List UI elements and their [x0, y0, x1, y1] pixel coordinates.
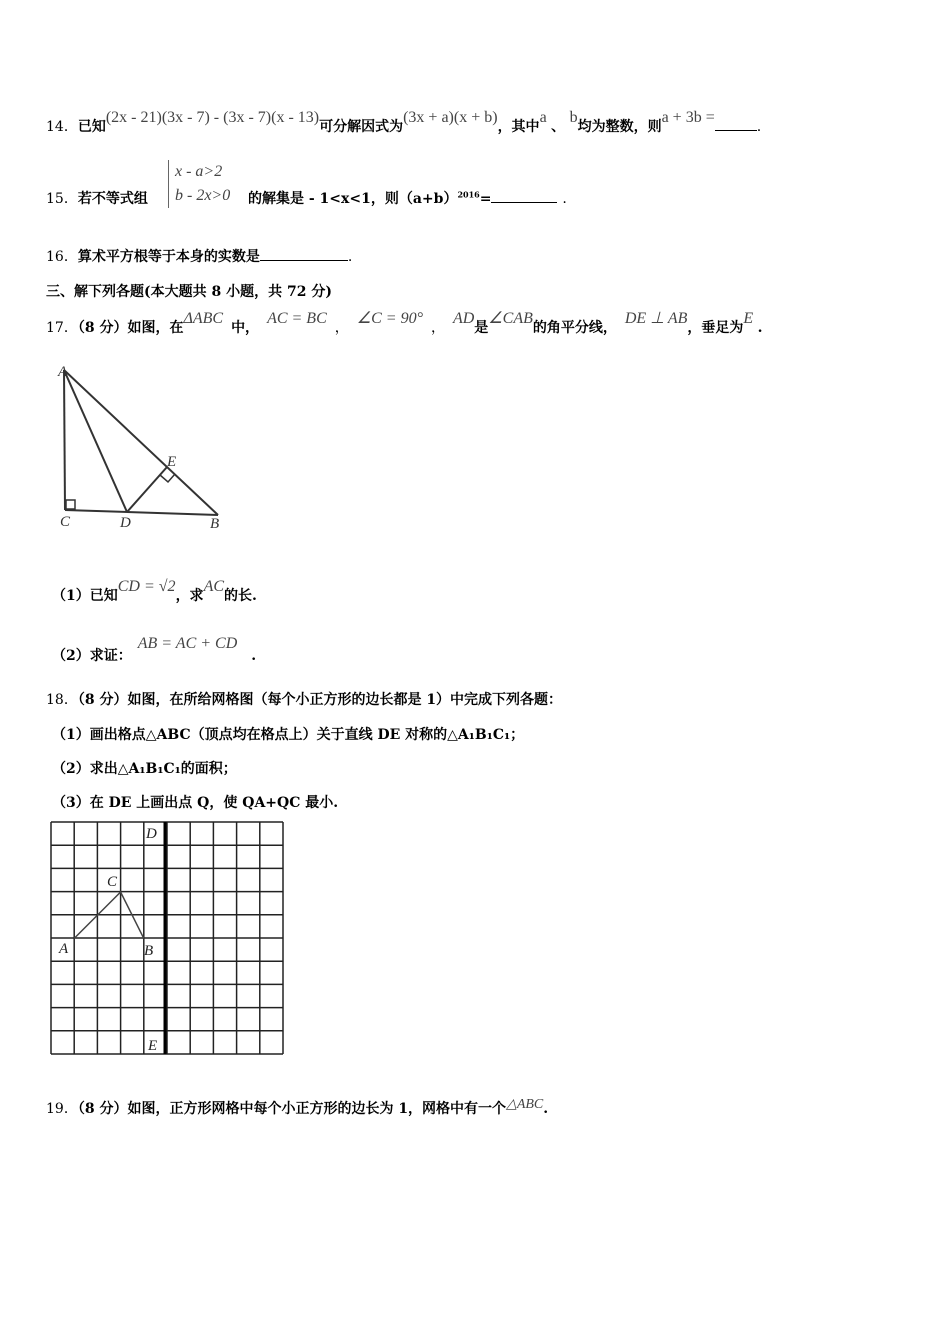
- math-expression: (3x + a)(x + b): [403, 109, 498, 126]
- q17-part-1: [52, 578, 257, 605]
- label-B: B: [210, 516, 220, 532]
- text: ，垂足为: [687, 320, 744, 336]
- text: 已知: [77, 119, 106, 135]
- label-E: E: [167, 454, 177, 470]
- q-number: 16．: [46, 249, 78, 265]
- math: E: [743, 310, 754, 327]
- q18-part-2: （2）求出△A₁B₁C₁的面积；: [52, 761, 237, 777]
- label-C: C: [60, 514, 71, 530]
- text: 的长.: [224, 588, 257, 604]
- math: △ABC: [506, 1097, 544, 1112]
- text: ，其中: [497, 119, 540, 135]
- segment-DE: [127, 467, 167, 512]
- inequality-system: [168, 160, 230, 208]
- q-number: 19．: [46, 1101, 78, 1117]
- text: .: [562, 191, 567, 207]
- exponent: 2016: [457, 189, 480, 200]
- text: 是: [474, 320, 489, 336]
- text: （2）求证：: [52, 648, 132, 664]
- text: 均为整数，则: [577, 119, 662, 135]
- text: （8 分）如图，在所给网格图（每个小正方形的边长都是 1）中完成下列各题：: [77, 692, 563, 708]
- q-number: 15．: [46, 191, 78, 207]
- text: 中，: [231, 320, 260, 336]
- question-17: [46, 310, 763, 337]
- answer-blank[interactable]: [260, 260, 348, 261]
- q17-part-2: [52, 635, 257, 665]
- question-14: [46, 109, 762, 136]
- math: DE ⊥ AB: [624, 310, 688, 327]
- math: CD = √2: [117, 578, 176, 595]
- inequality-2: b - 2x>0: [175, 187, 231, 204]
- text: ，求: [175, 588, 204, 604]
- text: 、: [551, 119, 566, 135]
- text: ，: [334, 320, 349, 336]
- q-number: 17．: [46, 320, 78, 336]
- question-16: [46, 246, 352, 266]
- segment-AD: [64, 370, 127, 512]
- text: 可分解因式为: [319, 119, 404, 135]
- math: ∠C = 90°: [356, 310, 423, 327]
- q-number: 14．: [46, 119, 78, 135]
- answer-blank[interactable]: [715, 130, 757, 131]
- label-E: E: [148, 1038, 158, 1054]
- text: 的角平分线，: [532, 320, 617, 336]
- math-var: b: [569, 109, 578, 126]
- label-D: D: [120, 515, 131, 531]
- grid-lines: [51, 822, 283, 1054]
- math-var: a: [539, 109, 547, 126]
- side-AC: [64, 370, 65, 510]
- text: ，: [430, 320, 445, 336]
- q18-part-1: （1）画出格点△ABC（顶点均在格点上）关于直线 DE 对称的△A₁B₁C₁；: [52, 727, 525, 743]
- inequality-1: x - a>2: [175, 163, 223, 180]
- text: （1）已知: [52, 588, 118, 604]
- math-expression: a + 3b =: [661, 109, 715, 126]
- label-B: B: [144, 943, 154, 959]
- section-heading: 三、解下列各题(本大题共 8 小题，共 72 分): [46, 284, 332, 300]
- q18-part-3: （3）在 DE 上画出点 Q，使 QA+QC 最小.: [52, 795, 339, 811]
- text: （8 分）如图，在: [77, 320, 184, 336]
- side-AB: [64, 370, 218, 515]
- label-A: A: [58, 364, 68, 380]
- question-15-cont: [248, 188, 567, 208]
- math: AD: [452, 310, 475, 327]
- math: ΔABC: [183, 310, 224, 327]
- question-18: [46, 689, 562, 709]
- label-D: D: [146, 826, 157, 842]
- text: .: [756, 119, 762, 135]
- text: .: [251, 648, 257, 664]
- text: .: [347, 249, 353, 265]
- math: AC = BC: [267, 310, 327, 327]
- triangle-figure: [50, 360, 240, 535]
- text: 算术平方根等于本身的实数是: [77, 249, 260, 265]
- text: 的解集是 - 1<x<1，则（a+b）: [248, 191, 458, 207]
- math: ∠CAB: [488, 310, 533, 327]
- question-15: [46, 188, 148, 208]
- right-angle-mark: [160, 474, 175, 482]
- text: .: [757, 320, 763, 336]
- math: AC: [203, 578, 225, 595]
- text: （8 分）如图，正方形网格中每个小正方形的边长为 1，网格中有一个: [77, 1101, 507, 1117]
- side-CB: [65, 510, 218, 515]
- text: 若不等式组: [77, 191, 148, 207]
- math-expression: (2x - 21)(3x - 7) - (3x - 7)(x - 13): [105, 109, 320, 126]
- math: AB = AC + CD: [137, 635, 238, 652]
- q-number: 18．: [46, 692, 78, 708]
- text: =: [479, 191, 492, 207]
- right-angle-mark: [66, 500, 75, 509]
- label-C: C: [107, 874, 118, 890]
- question-19: [46, 1098, 548, 1118]
- text: .: [543, 1101, 549, 1117]
- answer-blank[interactable]: [491, 202, 557, 203]
- grid-figure: [45, 818, 290, 1060]
- label-A: A: [59, 941, 69, 957]
